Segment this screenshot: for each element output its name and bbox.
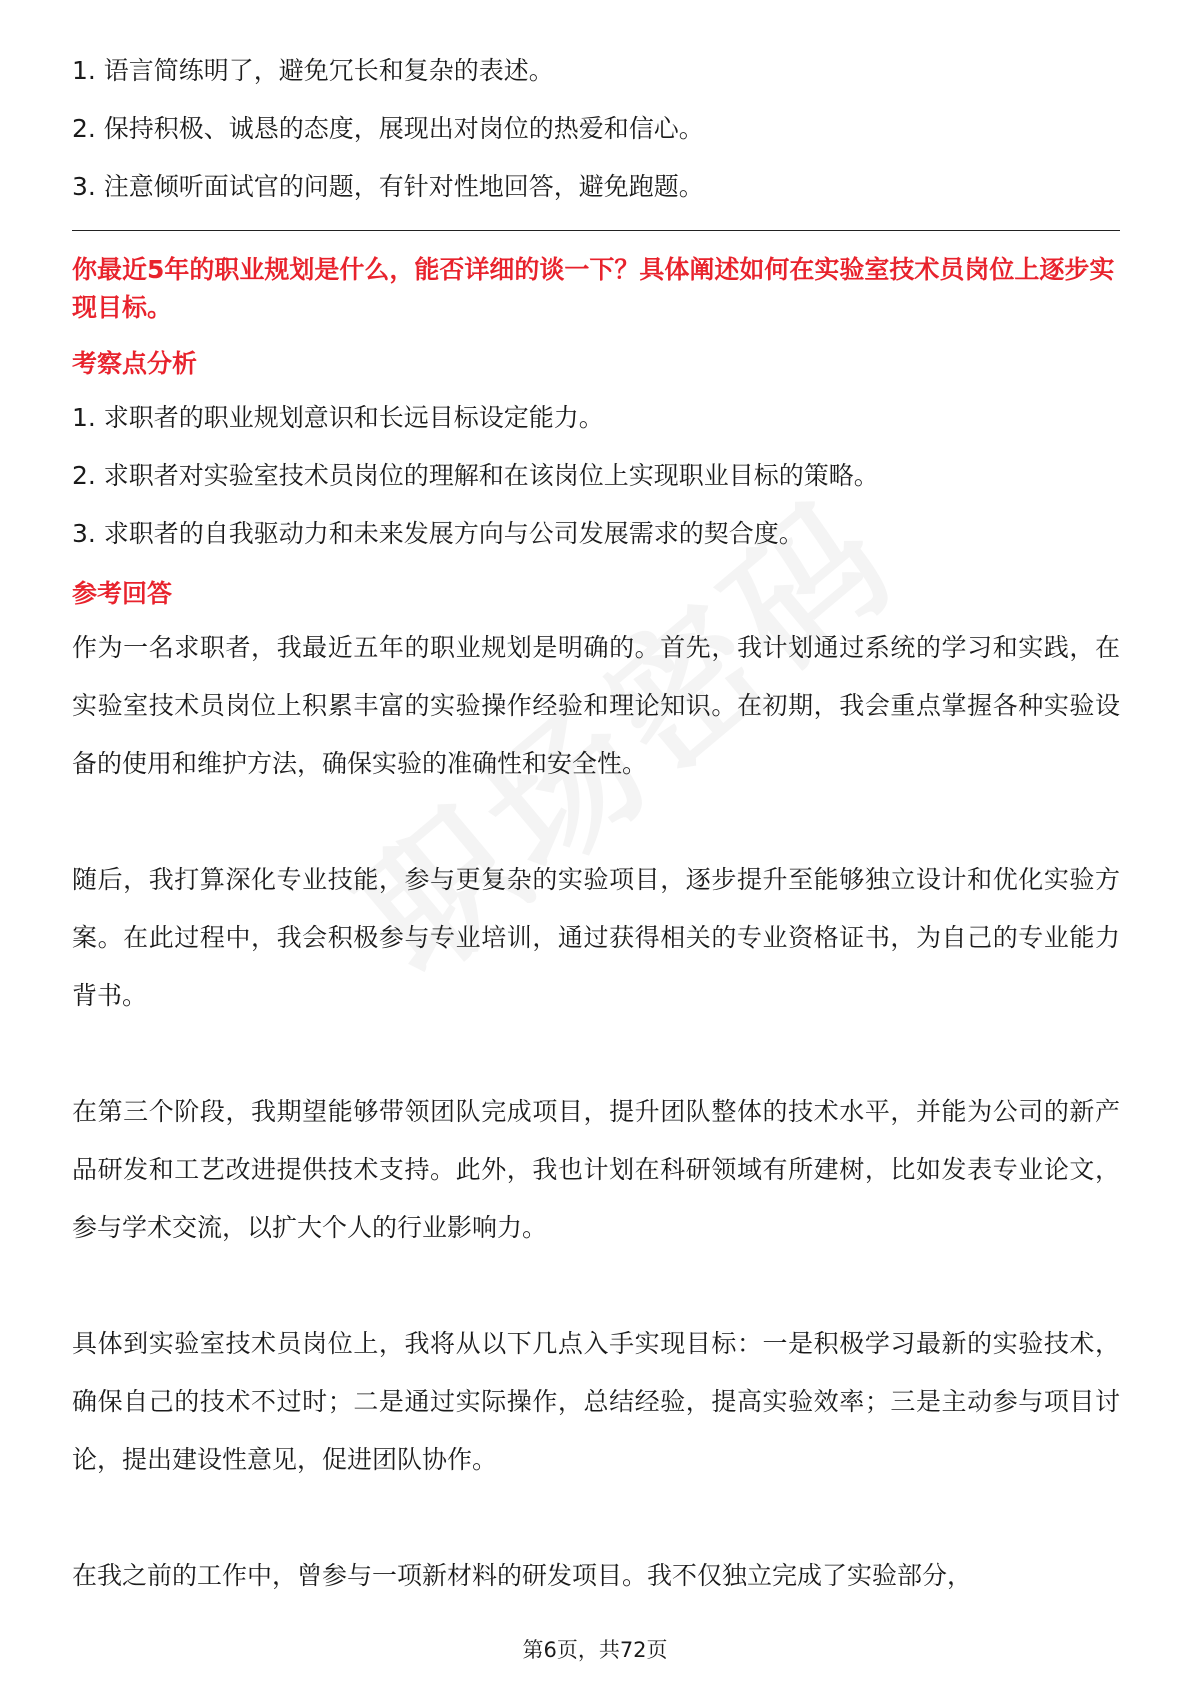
section-divider xyxy=(72,230,1120,231)
answer-body xyxy=(72,619,1120,1605)
tips-list xyxy=(72,42,1120,216)
tip-item: 3. 注意倾听面试官的问题，有针对性地回答，避免跑题。 xyxy=(72,172,704,201)
answer-paragraph: 随后，我打算深化专业技能，参与更复杂的实验项目，逐步提升至能够独立设计和优化实验方案。在此过程中，我会积极参与专业培训，通过获得相关的专业资格证书，为自己的专业能力背书。 xyxy=(72,865,1120,1010)
answer-paragraph: 在我之前的工作中，曾参与一项新材料的研发项目。我不仅独立完成了实验部分， xyxy=(72,1561,973,1590)
analysis-points xyxy=(72,389,1120,563)
analysis-point: 1. 求职者的职业规划意识和长远目标设定能力。 xyxy=(72,403,604,432)
tip-item: 2. 保持积极、诚恳的态度，展现出对岗位的热爱和信心。 xyxy=(72,114,704,143)
analysis-heading: 考察点分析 xyxy=(72,349,198,378)
page-content xyxy=(72,42,1120,1605)
answer-heading: 参考回答 xyxy=(72,579,173,608)
interview-question: 你最近5年的职业规划是什么，能否详细的谈一下？具体阐述如何在实验室技术员岗位上逐步实现目标。 xyxy=(72,255,1115,322)
page-number: 第6页，共72页 xyxy=(522,1638,668,1662)
answer-paragraph: 作为一名求职者，我最近五年的职业规划是明确的。首先，我计划通过系统的学习和实践，在实验室技术员岗位上积累丰富的实验操作经验和理论知识。在初期，我会重点掌握各种实验设备的使用和维护方法，确保实验的准确性和安全性。 xyxy=(72,633,1120,778)
analysis-point: 2. 求职者对实验室技术员岗位的理解和在该岗位上实现职业目标的策略。 xyxy=(72,461,879,490)
answer-paragraph: 具体到实验室技术员岗位上，我将从以下几点入手实现目标：一是积极学习最新的实验技术，确保自己的技术不过时；二是通过实际操作，总结经验，提高实验效率；三是主动参与项目讨论，提出建设性意见，促进团队协作。 xyxy=(72,1329,1120,1474)
analysis-point: 3. 求职者的自我驱动力和未来发展方向与公司发展需求的契合度。 xyxy=(72,519,804,548)
answer-paragraph: 在第三个阶段，我期望能够带领团队完成项目，提升团队整体的技术水平，并能为公司的新产品研发和工艺改进提供技术支持。此外，我也计划在科研领域有所建树，比如发表专业论文，参与学术交流，以扩大个人的行业影响力。 xyxy=(72,1097,1120,1242)
tip-item: 1. 语言简练明了，避免冗长和复杂的表述。 xyxy=(72,56,554,85)
